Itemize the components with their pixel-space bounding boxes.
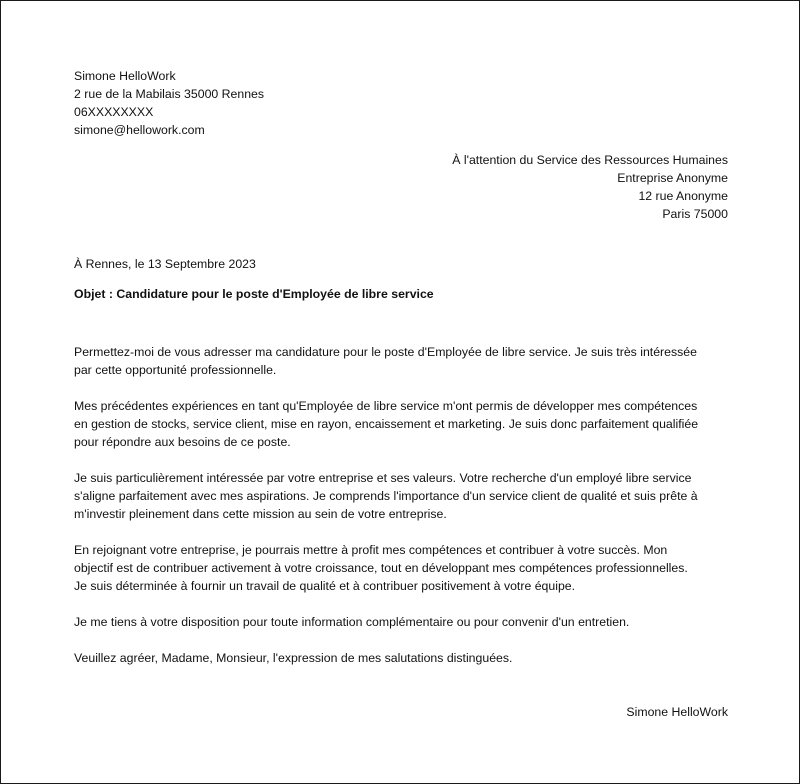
- body-line: pour répondre aux besoins de ce poste.: [74, 435, 291, 449]
- body-line: par cette opportunité professionnelle.: [74, 363, 277, 377]
- body-line: s'aligne parfaitement avec mes aspirations. Je comprends l'importance d'un service client de qualité et suis prête à: [74, 489, 698, 503]
- body-paragraph: [74, 541, 728, 595]
- body-line: Je suis particulièrement intéressée par votre entreprise et ses valeurs. Votre recherche d'un employé libre service: [74, 471, 692, 485]
- body-line: objectif est de contribuer activement à votre croissance, tout en développant mes compétences professionnelles.: [74, 561, 688, 575]
- recipient-block: [74, 151, 728, 223]
- body-line: Veuillez agréer, Madame, Monsieur, l'expression de mes salutations distinguées.: [74, 651, 513, 665]
- body-paragraph: [74, 469, 728, 523]
- recipient-street: 12 rue Anonyme: [638, 189, 728, 203]
- body-line: Permettez-moi de vous adresser ma candidature pour le poste d'Employée de libre service. Je suis très intéressée: [74, 345, 697, 359]
- sender-name: Simone HelloWork: [74, 69, 176, 83]
- letter-body: [74, 343, 728, 667]
- body-paragraph: [74, 613, 728, 631]
- sender-email: simone@hellowork.com: [74, 123, 205, 137]
- sender-block: [74, 67, 728, 139]
- body-paragraph: [74, 397, 728, 451]
- subject-line: Objet : Candidature pour le poste d'Employée de libre service: [74, 287, 434, 301]
- body-line: Je suis déterminée à fournir un travail de qualité et à contribuer positivement à votre équipe.: [74, 579, 576, 593]
- recipient-attention: À l'attention du Service des Ressources Humaines: [452, 153, 728, 167]
- sender-address: 2 rue de la Mabilais 35000 Rennes: [74, 87, 265, 101]
- sender-phone: 06XXXXXXXX: [74, 105, 154, 119]
- body-paragraph: [74, 649, 728, 667]
- body-line: Mes précédentes expériences en tant qu'Employée de libre service m'ont permis de développer mes compétences: [74, 399, 698, 413]
- body-line: En rejoignant votre entreprise, je pourrais mettre à profit mes compétences et contribuer à votre succès. Mon: [74, 543, 668, 557]
- body-line: m'investir pleinement dans cette mission au sein de votre entreprise.: [74, 507, 447, 521]
- recipient-company: Entreprise Anonyme: [617, 171, 728, 185]
- signature: Simone HelloWork: [626, 705, 728, 719]
- recipient-city: Paris 75000: [662, 207, 728, 221]
- body-line: Je me tiens à votre disposition pour toute information complémentaire ou pour convenir d'un entretien.: [74, 615, 630, 629]
- body-paragraph: [74, 343, 728, 379]
- date-line: À Rennes, le 13 Septembre 2023: [74, 257, 256, 271]
- cover-letter: [74, 67, 728, 721]
- body-line: en gestion de stocks, service client, mise en rayon, encaissement et marketing. Je suis donc parfaitement qualifiée: [74, 417, 699, 431]
